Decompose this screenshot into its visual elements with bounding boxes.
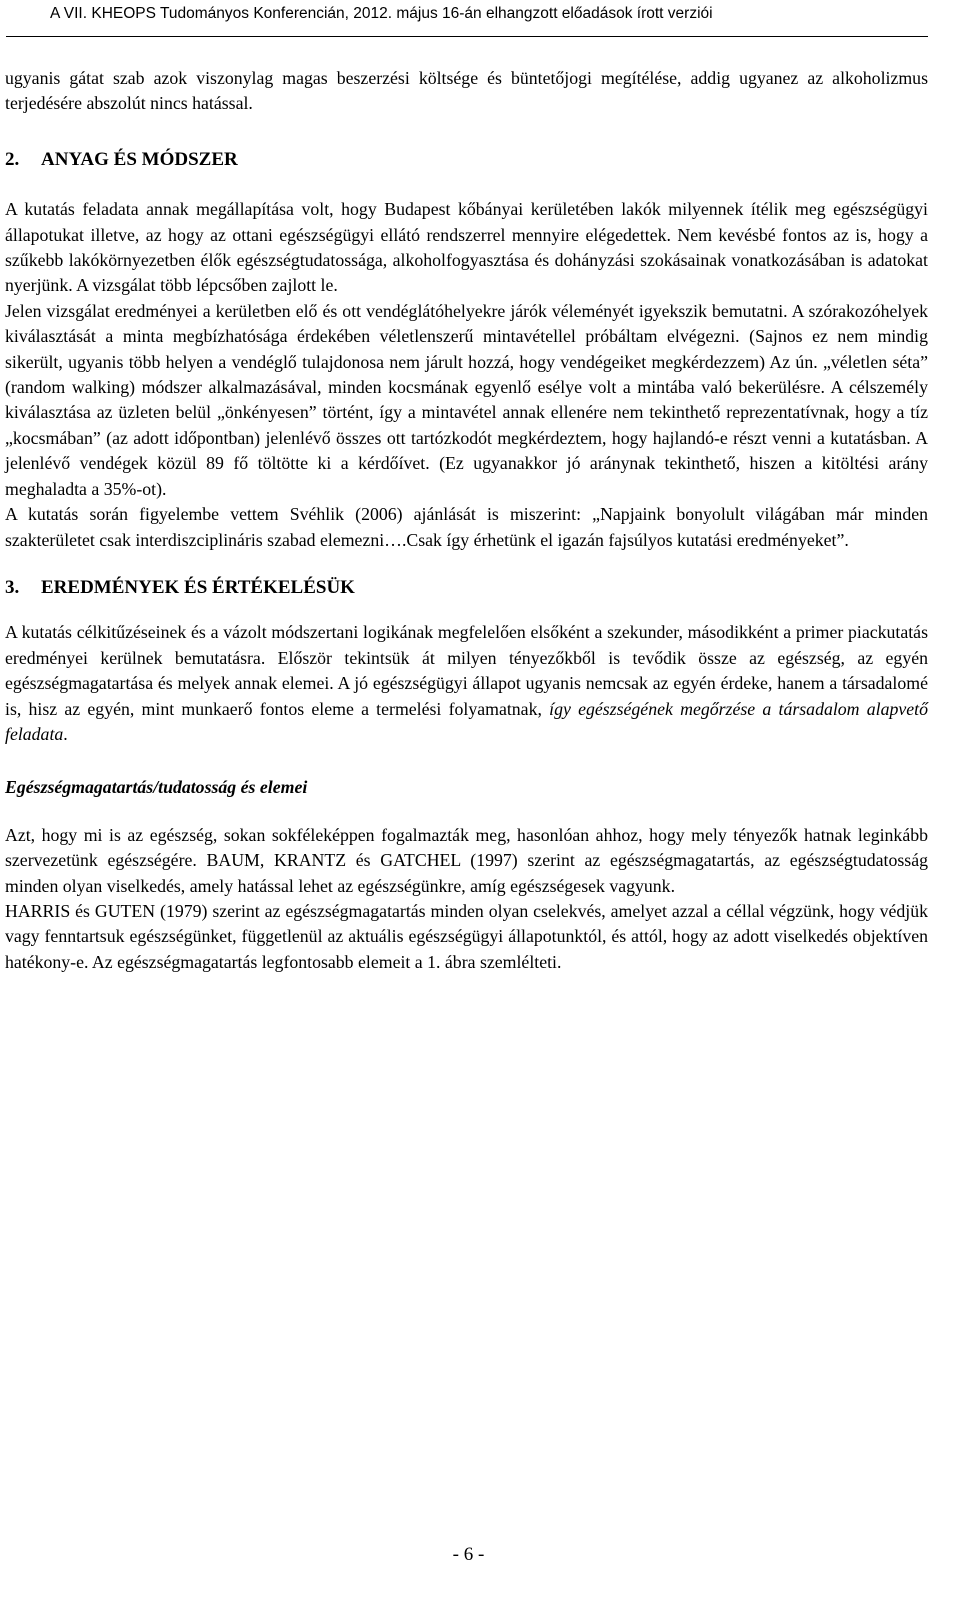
section2-paragraph: Jelen vizsgálat eredményei a kerületben elő és ott vendéglátóhelyekre járók véleményét igyekszik bemutatni. A szórakozóhelyek kiválasztását a minta megbízhatósága érdekében véletlenszerű mintavétellel próbáltam elvégezni. (Sajnos ez nem mindig sikerült, ugyanis több helyen a vendéglő tulajdonosa nem járult hozzá, hogy vendégeiket megkérdezzem) Az ún. „véletlen séta” (random walking) módszer alkalmazásával, minden kocsmának egyenlő esélye volt a mintába való bekerülésre. A célszemély kiválasztása az üzleten belül „önkényesen” történt, így a mintavétel annak ellenére nem tekinthető reprezentatívnak, hogy a tíz „kocsmában” (az adott időpontban) jelenlévő összes ott tartózkodót megkérdeztem, hogy hajlandó-e részt venni a kutatásban. A jelenlévő vendégek közül 89 fő töltötte ki a kérdőívet. (Ez ugyanakkor jó aránynak tekinthető, hiszen a kitöltési arány meghaladta a 35%-ot). [5,300,928,499]
emphasized-text: így egészségének megőrzése a társadalom alapvető feladata [5,698,928,744]
paragraph-text: A kutatás célkitűzéseinek és a vázolt módszertani logikának megfelelően elsőként a szekunder, másodikként a primer piackutatás eredményei kerülnek bemutatásra. Először tekintsük át milyen tényezőkből is tevődik össze az egészség, az egyén egészségmagatartása és melyek annak elemei. A jó egészségügyi állapot ugyanis nemcsak az egyén érdeke, hanem a társadalomé is, hisz az egyén, mint munkaerő fontos eleme a termelési folyamatnak, [5,622,928,719]
section-title: EREDMÉNYEK ÉS ÉRTÉKELÉSÜK [41,576,355,598]
subsection-heading: Egészségmagatartás/tudatosság és elemei [5,777,308,798]
page-number [0,1544,935,1566]
running-header: A VII. KHEOPS Tudományos Konferencián, 2012. május 16-án elhangzott előadások írott verziói [50,5,713,22]
section-number: 2. [5,148,20,170]
document-body [5,66,928,975]
intro-paragraph: ugyanis gátat szab azok viszonylag magas beszerzési költsége és büntetőjogi megítélése, addig ugyanez az alkoholizmus terjedésére abszolút nincs hatással. [5,68,928,114]
paragraph-end: . [63,723,68,744]
section2-paragraph: A kutatás feladata annak megállapítása volt, hogy Budapest kőbányai kerületében lakók milyennek ítélik meg egészségügyi állapotukat illetve, az hogy az ottani egészségügyi ellátó rendszerrel mennyire elégedettek. Nem kevésbé fontos az is, hogy a szűkebb lakókörnyezetben élők egészségtudatossága, alkoholfogyasztása és dohányzási szokásainak vonatkozásában is adatokat nyerjünk. A vizsgálat több lépcsőben zajlott le. [5,199,928,296]
section-number: 3. [5,576,20,598]
section-heading-3 [5,575,928,600]
header-rule [6,36,928,37]
subsection-paragraph: Azt, hogy mi is az egészség, sokan sokféleképpen fogalmazták meg, hasonlóan ahhoz, hogy mely tényezők hatnak leginkább szervezetünk egészségére. BAUM, KRANTZ és GATCHEL (1997) szerint az egészségmagatartás, az egészségtudatosság minden olyan viselkedés, amely hatással lehet az egészségünkre, amíg egészségesek vagyunk. [5,824,928,896]
section3-paragraph [5,620,928,747]
section2-paragraph: A kutatás során figyelembe vettem Svéhlik (2006) ajánlását is miszerint: „Napjaink bonyolult világában már minden szakterületet csak interdiszciplináris szabad elemezni….Csak így érhetünk el igazán fajsúlyos kutatási eredményeket”. [5,504,928,550]
page-number-text: - 6 - [452,1544,485,1565]
subsection-paragraph: HARRIS és GUTEN (1979) szerint az egészségmagatartás minden olyan cselekvés, amelyet azzal a céllal végzünk, hogy védjük vagy fenntartsuk egészségünket, függetlenül az aktuális egészségügyi állapotunktól, és attól, hogy az adott viselkedés objektíven hatékony-e. Az egészségmagatartás legfontosabb elemeit a 1. ábra szemlélteti. [5,900,928,972]
section-heading-2 [5,147,928,172]
section-title: ANYAG ÉS MÓDSZER [41,148,238,170]
